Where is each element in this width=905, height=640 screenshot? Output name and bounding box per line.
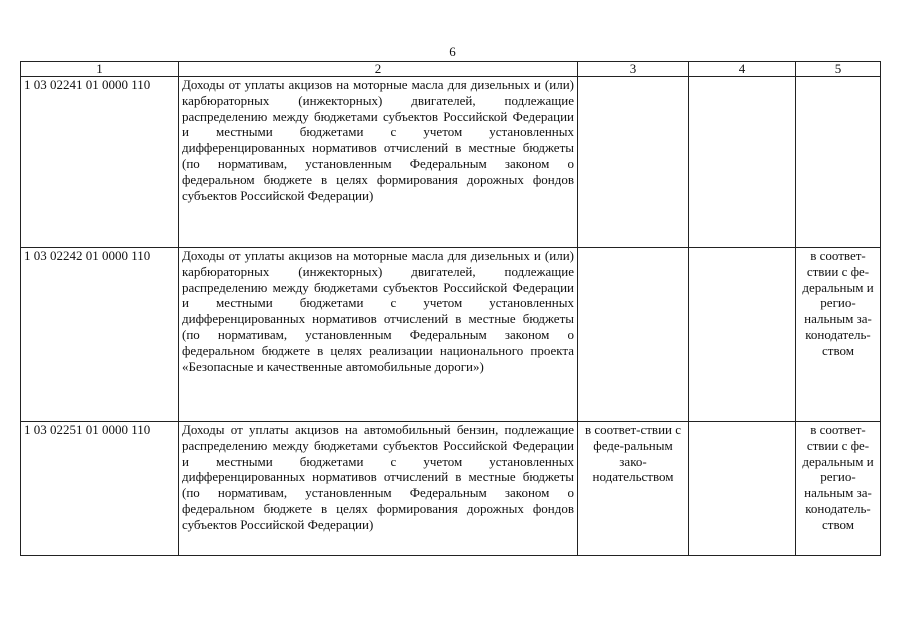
table-row [21,422,881,556]
column-4-cell [689,77,796,248]
column-3-cell [578,248,689,422]
column-4-cell [689,248,796,422]
table-row [21,77,881,248]
budget-code-cell: 1 03 02241 01 0000 110 [21,77,179,248]
column-5-cell: в соответ-ствии с фе-деральным и регио-нальным за-конодатель-ством [796,248,881,422]
table-header-row [21,62,881,77]
description-cell: Доходы от уплаты акцизов на моторные масла для дизельных и (или) карбюраторных (инжекторных) двигателей, подлежащие распределению между бюджетами субъектов Российской Федерации и местными бюджетами с учетом установленных дифференцированных нормативов отчислений в местные бюджеты (по нормативам, установленным Федеральным законом о федеральном бюджете в целях формирования дорожных фондов субъектов Российской Федерации) [179,77,578,248]
page-number: 6 [449,44,456,59]
column-header: 4 [689,62,796,77]
column-4-cell [689,422,796,556]
description-cell: Доходы от уплаты акцизов на моторные масла для дизельных и (или) карбюраторных (инжекторных) двигателей, подлежащие распределению между бюджетами субъектов Российской Федерации и местными бюджетами с учетом установленных дифференцированных нормативов отчислений в местные бюджеты (по нормативам, установленным Федеральным законом о федеральном бюджете в целях реализации национального проекта «Безопасные и качественные автомобильные дороги») [179,248,578,422]
budget-code-cell: 1 03 02251 01 0000 110 [21,422,179,556]
column-header: 5 [796,62,881,77]
column-header: 2 [179,62,578,77]
table-row [21,248,881,422]
column-5-cell [796,77,881,248]
column-header: 1 [21,62,179,77]
column-3-cell [578,77,689,248]
budget-revenue-table [20,61,881,556]
column-5-cell: в соответ-ствии с фе-деральным и регио-нальным за-конодатель-ством [796,422,881,556]
budget-code-cell: 1 03 02242 01 0000 110 [21,248,179,422]
column-header: 3 [578,62,689,77]
description-cell: Доходы от уплаты акцизов на автомобильный бензин, подлежащие распределению между бюджетами субъектов Российской Федерации и местными бюджетами с учетом установленных дифференцированных нормативов отчислений в местные бюджеты (по нормативам, установленным Федеральным законом о федеральном бюджете в целях формирования дорожных фондов субъектов Российской Федерации) [179,422,578,556]
column-3-cell: в соответ-ствии с феде-ральным зако-нодательством [578,422,689,556]
